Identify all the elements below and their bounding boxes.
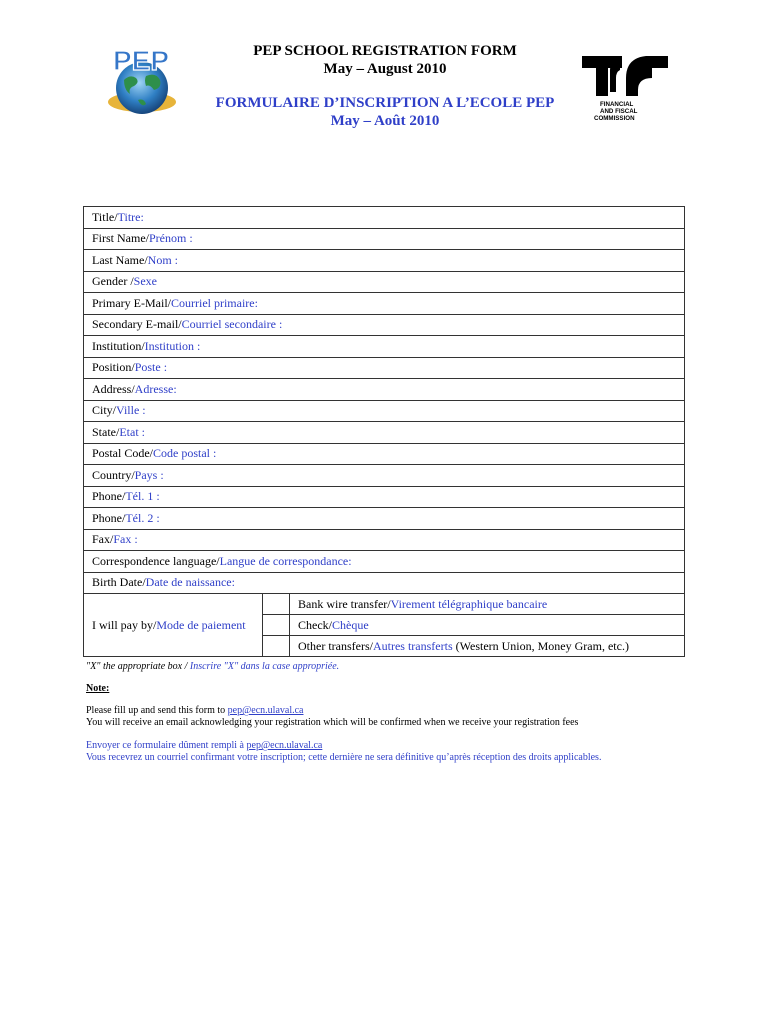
form-dates-fr: May – Août 2010	[330, 113, 440, 129]
field-label-en: Correspondence language/	[92, 553, 220, 568]
field-label-en: Last Name/	[92, 252, 148, 267]
field-label-suffix: :	[348, 553, 352, 568]
field-label-en: Gender /	[92, 274, 134, 289]
form-field[interactable]	[84, 271, 685, 293]
field-label-fr: Tél. 2	[125, 510, 154, 525]
form-field[interactable]	[84, 228, 685, 250]
payment-option-other: Other transfers/Autres transferts (Western Union, Money Gram, etc.)	[290, 636, 685, 657]
title-en-block	[190, 42, 580, 78]
form-row	[84, 207, 685, 229]
form-row	[84, 529, 685, 551]
form-row	[84, 465, 685, 487]
field-label-en: First Name/	[92, 231, 149, 246]
field-label-suffix: :	[186, 231, 193, 246]
form-field[interactable]	[84, 400, 685, 422]
field-label-suffix: :	[139, 403, 146, 418]
field-label-suffix: :	[153, 510, 160, 525]
form-field[interactable]	[84, 508, 685, 530]
field-label-en: Phone/	[92, 489, 126, 504]
payment-option-check: Check/Chèque	[290, 615, 685, 636]
payment-label: I will pay by/Mode de paiement	[84, 594, 263, 657]
form-field[interactable]	[84, 207, 685, 229]
field-label-fr: Nom	[147, 252, 172, 267]
field-label-fr: Prénom	[149, 231, 187, 246]
field-label-fr: Courriel primaire	[170, 295, 255, 310]
field-label-fr: Sexe	[133, 274, 157, 289]
field-label-suffix: :	[157, 467, 164, 482]
form-field[interactable]	[84, 250, 685, 272]
field-label-suffix: :	[254, 295, 258, 310]
field-label-en: Phone/	[92, 510, 126, 525]
field-label-fr: Ville	[116, 403, 140, 418]
form-field[interactable]	[84, 314, 685, 336]
field-label-en: Position/	[92, 360, 135, 375]
note-en-line2: You will receive an email acknowledging your registration which will be confirmed when we receive your registration fees	[86, 717, 579, 728]
note-title: Note:	[86, 683, 110, 694]
form-field[interactable]	[84, 293, 685, 315]
svg-text:PEP: PEP	[112, 45, 170, 76]
ffc-line-1: FINANCIAL	[600, 101, 634, 108]
form-field[interactable]	[84, 465, 685, 487]
field-label-fr: Code postal	[153, 446, 211, 461]
form-field[interactable]	[84, 572, 685, 594]
form-row	[84, 443, 685, 465]
checkbox-check[interactable]	[263, 615, 290, 636]
form-field[interactable]	[84, 336, 685, 358]
field-label-en: State/	[92, 424, 120, 439]
field-label-fr: Courriel secondaire	[181, 317, 276, 332]
form-title-fr: FORMULAIRE D’INSCRIPTION A L’ECOLE PEP	[215, 95, 555, 111]
title-fr-block	[190, 94, 580, 130]
form-row	[84, 314, 685, 336]
registration-table	[83, 206, 685, 657]
field-label-en: Birth Date/	[92, 575, 146, 590]
field-label-fr: Date de naissance	[145, 575, 232, 590]
form-row	[84, 250, 685, 272]
field-label-fr: Titre	[117, 209, 141, 224]
field-label-fr: Pays	[134, 467, 158, 482]
pep-logo	[98, 40, 184, 120]
email-link-fr[interactable]: pep@ecn.ulaval.ca	[246, 740, 323, 751]
note-fr: Envoyer ce formulaire dûment rempli à pep@ecn.ulaval.ca Vous recevrez un courriel confirmant votre inscription; cette dernière ne sera définitive qu’après réception des droits applicables.	[86, 740, 602, 763]
form-row	[84, 572, 685, 594]
payment-row-wire	[84, 594, 685, 615]
note-en: Please fill up and send this form to pep@ecn.ulaval.ca You will receive an email acknowledging your registration which will be confirmed when we receive your registration fees	[86, 705, 579, 728]
form-row	[84, 486, 685, 508]
checkbox-wire[interactable]	[263, 594, 290, 615]
form-row	[84, 271, 685, 293]
form-row	[84, 336, 685, 358]
form-row	[84, 228, 685, 250]
form-row	[84, 551, 685, 573]
field-label-suffix: :	[160, 360, 168, 375]
form-row	[84, 293, 685, 315]
field-label-en: Secondary E-mail/	[92, 317, 182, 332]
checkbox-hint: "X" the appropriate box / Inscrire "X" dans la case appropriée.	[86, 661, 340, 672]
ffc-logo	[580, 52, 672, 124]
field-label-suffix: :	[194, 338, 201, 353]
field-label-fr: Langue de correspondance	[219, 553, 349, 568]
payment-option-wire: Bank wire transfer/Virement télégraphique bancaire	[290, 594, 685, 615]
field-label-en: City/	[92, 403, 117, 418]
field-label-fr: Fax	[113, 532, 132, 547]
form-row	[84, 379, 685, 401]
email-link-en[interactable]: pep@ecn.ulaval.ca	[227, 705, 304, 716]
checkbox-other[interactable]	[263, 636, 290, 657]
field-label-suffix: :	[210, 446, 217, 461]
form-field[interactable]	[84, 443, 685, 465]
form-field[interactable]	[84, 422, 685, 444]
form-title-en: PEP SCHOOL REGISTRATION FORM	[253, 43, 517, 59]
field-label-suffix: :	[153, 489, 160, 504]
form-field[interactable]	[84, 551, 685, 573]
ffc-line-3: COMMISSION	[594, 115, 635, 122]
note-fr-line2: Vous recevrez un courriel confirmant votre inscription; cette dernière ne sera définitive qu’après réception des droits applicables.	[86, 752, 602, 763]
field-label-suffix: :	[171, 252, 178, 267]
form-field[interactable]	[84, 357, 685, 379]
field-label-en: Country/	[92, 467, 135, 482]
field-label-suffix: :	[173, 381, 177, 396]
form-row	[84, 508, 685, 530]
field-label-en: Primary E-Mail/	[92, 295, 171, 310]
field-label-suffix: :	[140, 209, 144, 224]
field-label-suffix: :	[131, 532, 138, 547]
field-label-suffix: :	[138, 424, 145, 439]
field-label-en: Address/	[92, 381, 135, 396]
field-label-en: Title/	[92, 209, 118, 224]
form-row	[84, 400, 685, 422]
field-label-fr: Poste	[134, 360, 161, 375]
form-field[interactable]	[84, 486, 685, 508]
field-label-en: Fax/	[92, 532, 114, 547]
form-row	[84, 422, 685, 444]
form-dates-en: May – August 2010	[323, 61, 447, 77]
form-field[interactable]	[84, 379, 685, 401]
field-label-fr: Tél. 1	[125, 489, 154, 504]
form-row	[84, 357, 685, 379]
field-label-fr: Adresse	[134, 381, 174, 396]
field-label-suffix: :	[275, 317, 283, 332]
field-label-en: Postal Code/	[92, 446, 154, 461]
ffc-line-2: AND FISCAL	[600, 108, 638, 115]
field-label-en: Institution/	[92, 338, 145, 353]
field-label-fr: Institution	[144, 338, 195, 353]
field-label-fr: Etat	[119, 424, 139, 439]
field-label-suffix: :	[231, 575, 235, 590]
form-field[interactable]	[84, 529, 685, 551]
